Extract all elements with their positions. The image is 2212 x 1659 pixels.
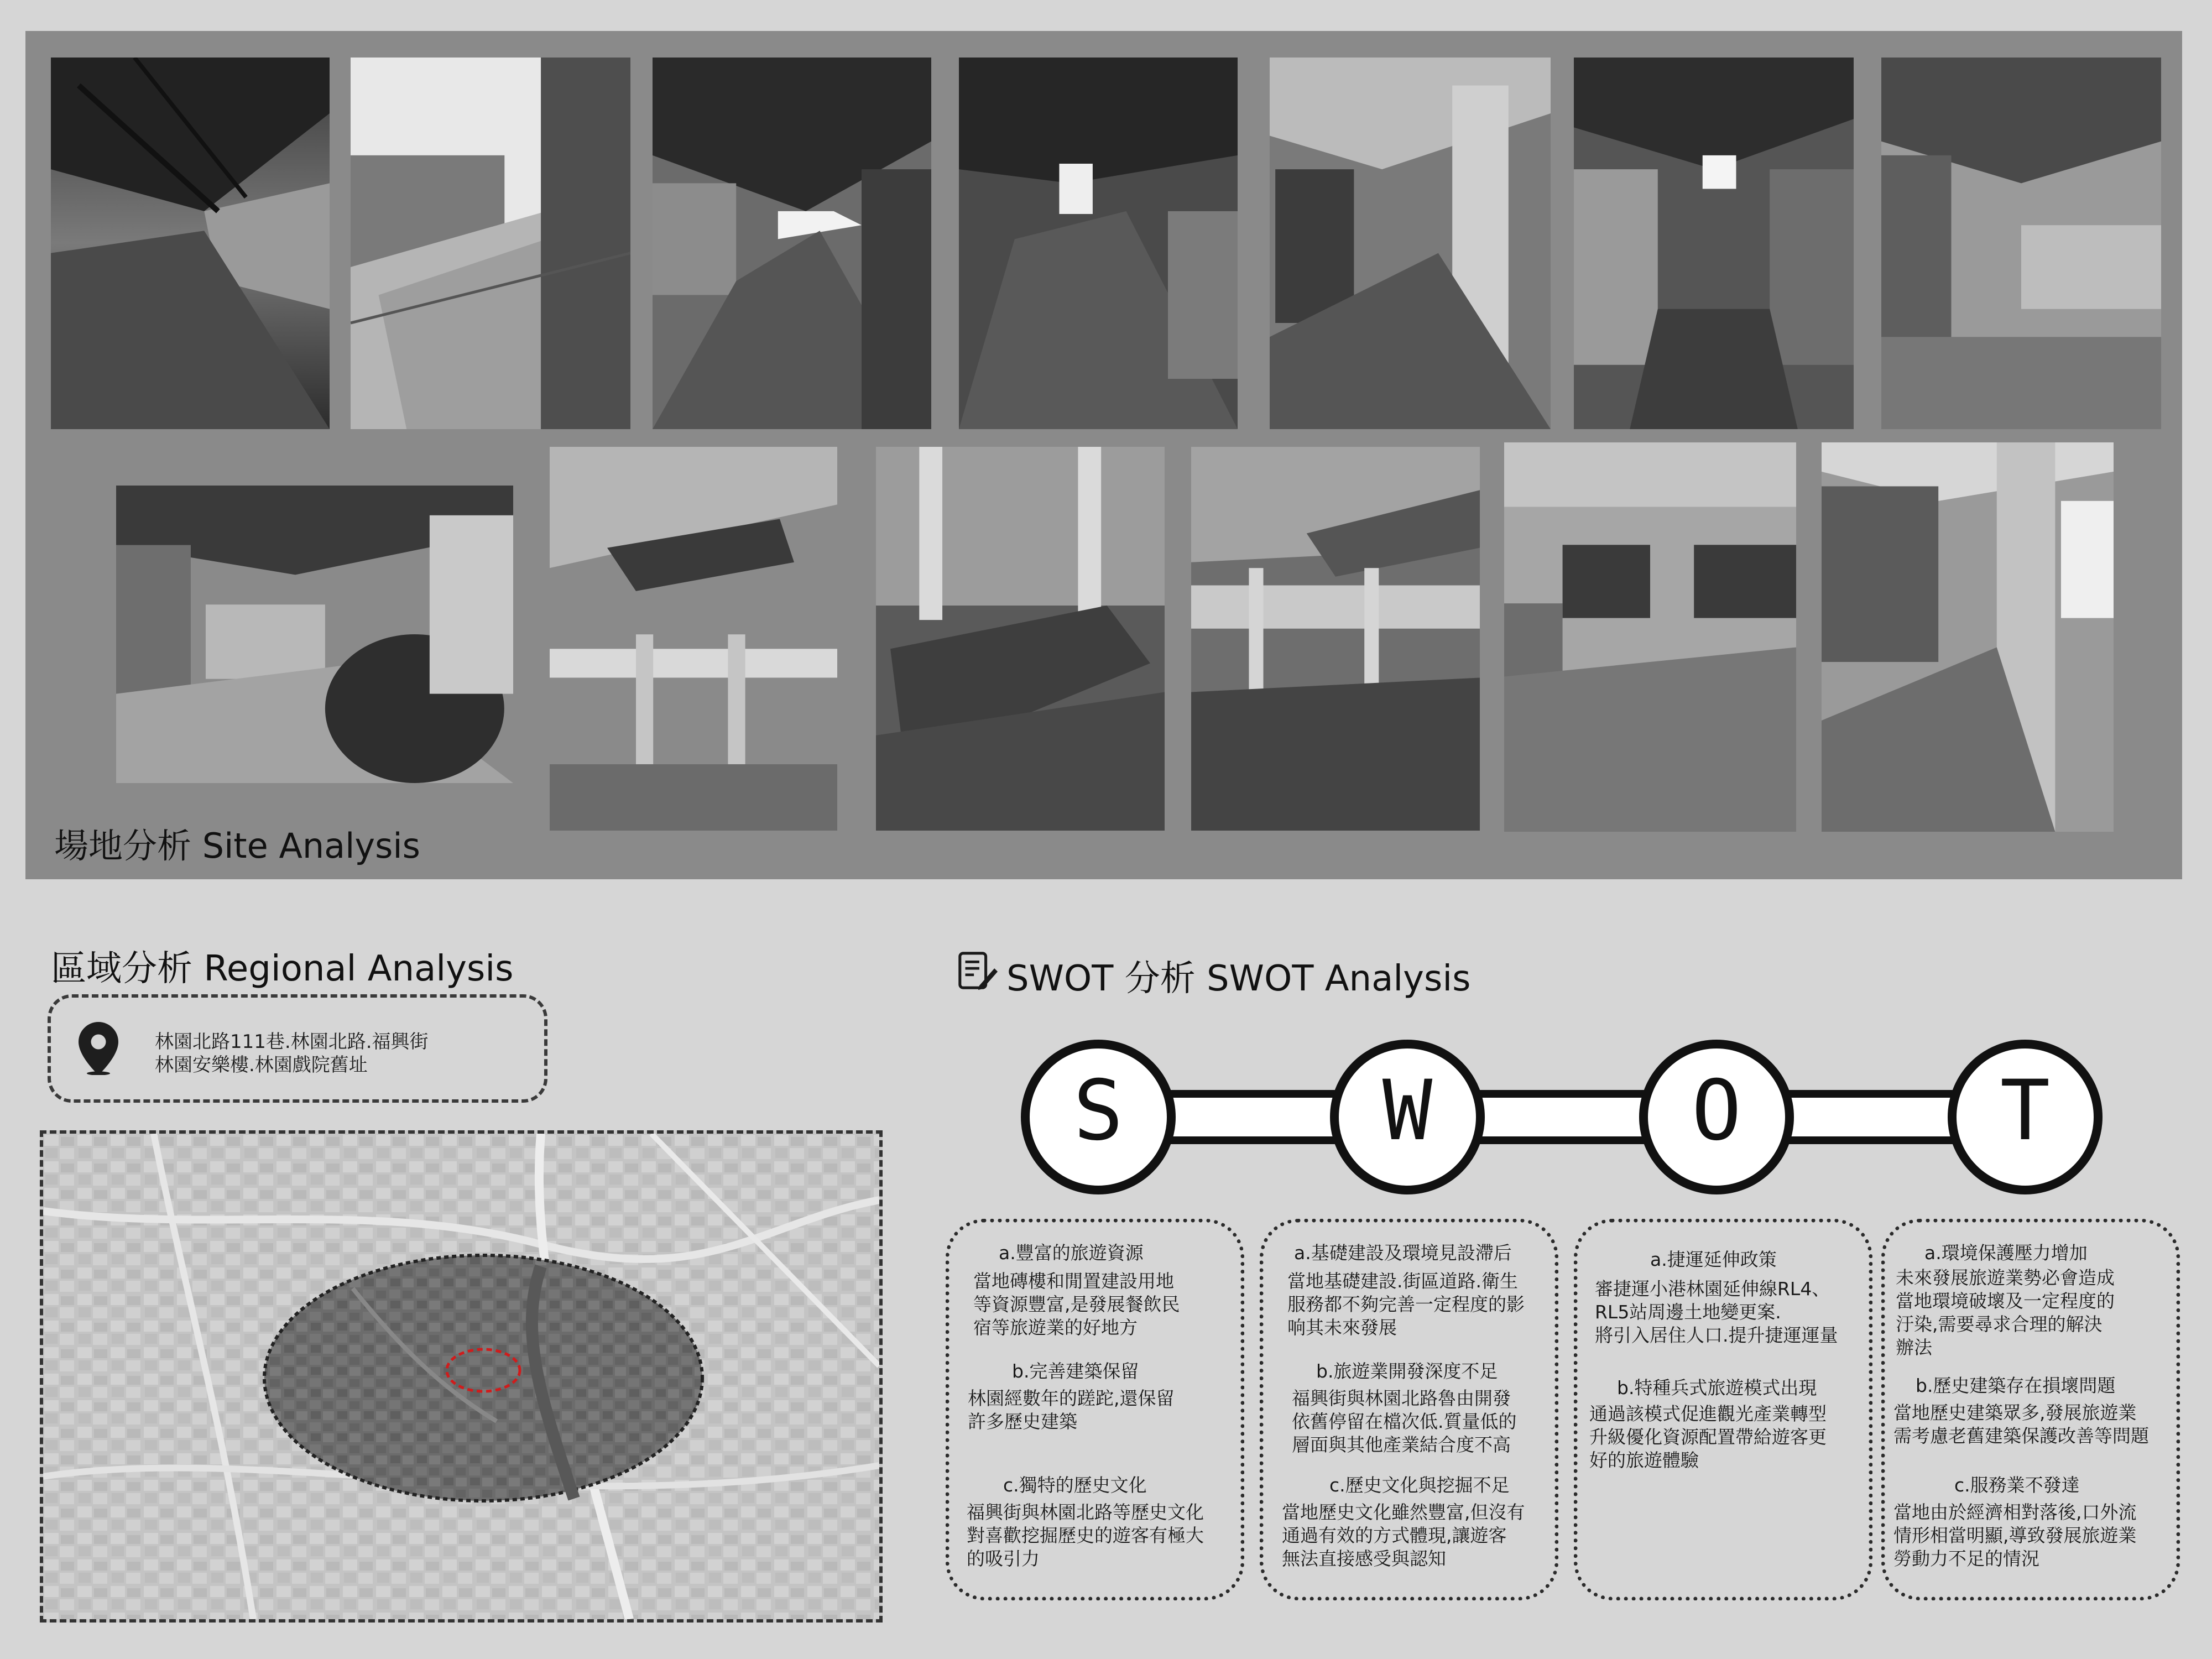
weakness-a-heading: a.基礎建設及環境見設滯后 — [1294, 1242, 1512, 1264]
strength-b-heading: b.完善建築保留 — [1012, 1360, 1139, 1382]
empty-floor-photo-2 — [876, 447, 1165, 831]
strength-a-heading: a.豐富的旅遊資源 — [999, 1242, 1144, 1264]
regional-analysis-title: 區域分析 Regional Analysis — [51, 948, 514, 989]
weakness-b-body: 福興街與林園北路魯由開發 依舊停留在檔次低.質量低的 層面與其他產業結合度不高 — [1292, 1387, 1517, 1455]
threat-a-heading: a.環境保護壓力增加 — [1924, 1242, 2088, 1264]
concrete-corridor-photo — [1270, 58, 1551, 429]
weakness-c-body: 當地歷史文化雖然豐富,但沒有 通過有效的方式體現,讓遊客 無法直接感受與認知 — [1282, 1501, 1525, 1569]
opportunity-b-body: 通過該模式促進觀光產業轉型 升級優化資源配置帶給遊客更 好的旅遊體驗 — [1589, 1403, 1827, 1471]
market-aisle-photo-3 — [959, 58, 1238, 429]
rooftop-photo — [351, 58, 630, 429]
weakness-c-heading: c.歷史文化與挖掘不足 — [1329, 1474, 1510, 1496]
threat-b-heading: b.歷史建築存在損壞問題 — [1916, 1375, 2116, 1396]
market-scooters-photo — [116, 486, 513, 783]
strength-b-body: 林園經數年的蹉跎,還保留 許多歷史建築 — [968, 1387, 1175, 1432]
swot-letter-s: S — [1073, 1063, 1124, 1159]
empty-floor-photo-1 — [550, 447, 837, 831]
regional-map[interactable] — [40, 1130, 883, 1623]
empty-floor-photo-3 — [1191, 447, 1480, 831]
weakness-b-heading: b.旅遊業開發深度不足 — [1316, 1360, 1498, 1382]
swot-analysis-title: SWOT 分析 SWOT Analysis — [1006, 958, 1471, 999]
swot-diagram — [1015, 1034, 2108, 1200]
swot-letter-o: O — [1691, 1063, 1742, 1159]
swot-letter-t: T — [2000, 1063, 2051, 1159]
threat-c-heading: c.服務業不發達 — [1954, 1474, 2080, 1496]
address-line-1: 林園北路111巷.林園北路.福興街 — [155, 1031, 429, 1053]
opportunity-a-body: 審捷運小港林園延伸線RL4、 RL5站周邊土地變更案. 將引入居住人口.提升捷運運量 — [1595, 1278, 1838, 1346]
abandoned-room-photo — [1504, 442, 1796, 832]
market-aisle-photo-1 — [51, 58, 330, 429]
market-aisle-photo-2 — [653, 58, 931, 429]
market-aisle-photo-4 — [1574, 58, 1854, 429]
location-pin-icon — [79, 1022, 118, 1075]
threat-c-body: 當地由於經濟相對落後,口外流 情形相當明顯,導致發展旅遊業 勞動力不足的情況 — [1893, 1501, 2137, 1569]
opportunity-a-heading: a.捷運延伸政策 — [1650, 1249, 1777, 1270]
swot-letter-w: W — [1382, 1063, 1433, 1159]
document-edit-icon — [956, 949, 999, 992]
balcony-corridor-photo — [1822, 442, 2114, 832]
opportunity-b-heading: b.特種兵式旅遊模式出現 — [1617, 1377, 1817, 1399]
site-analysis-title: 場地分析 Site Analysis — [54, 826, 420, 866]
threat-b-body: 當地歷史建築眾多,發展旅遊業 需考慮老舊建築保護改善等問題 — [1893, 1402, 2149, 1447]
map-graphic — [43, 1134, 879, 1619]
weakness-a-body: 當地基礎建設.街區道路.衛生 服務都不夠完善一定程度的影 响其未來發展 — [1287, 1270, 1525, 1338]
market-hall-photo — [1881, 58, 2161, 429]
strength-c-body: 福興街與林園北路等歷史文化 對喜歡挖掘歷史的遊客有極大 的吸引力 — [967, 1501, 1204, 1569]
strength-a-body: 當地磚樓和閒置建設用地 等資源豐富,是發展餐飲民 宿等旅遊業的好地方 — [973, 1270, 1180, 1338]
address-line-2: 林園安樂樓.林園戲院舊址 — [155, 1054, 368, 1076]
threat-a-body: 未來發展旅遊業勢必會造成 當地環境破壞及一定程度的 汙染,需要尋求合理的解決 辦法 — [1896, 1267, 2115, 1358]
strength-c-heading: c.獨特的歷史文化 — [1003, 1474, 1147, 1496]
